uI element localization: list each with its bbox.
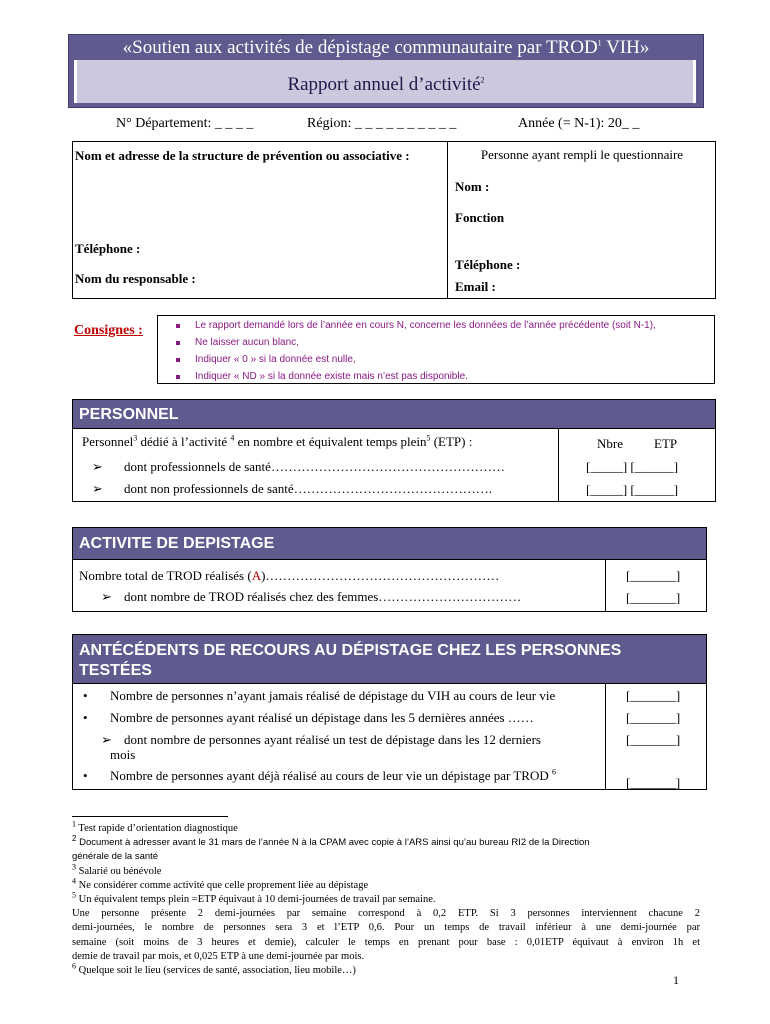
footnotes (72, 819, 700, 978)
bullet-icon: • (83, 688, 88, 703)
table-divider (558, 429, 559, 501)
bullet-icon (176, 358, 180, 362)
depiste-5-ans-row: Nombre de personnes ayant réalisé un dépistage dans les 5 dernières années …… (110, 710, 534, 725)
consigne-item: Indiquer « ND » si la donnée existe mais n’est pas disponible. (195, 371, 468, 382)
structure-info-box (72, 141, 716, 299)
total-trod-field[interactable]: [_______] (626, 568, 681, 583)
antecedents-section-header (72, 634, 707, 684)
antecedents-header-line1: ANTÉCÉDENTS DE RECOURS AU DÉPISTAGE CHEZ LES PERSONNES (79, 642, 622, 659)
total-trod-row: Nombre total de TROD réalisés (A)……………………………………………… (79, 568, 500, 583)
consignes-label: Consignes : (74, 323, 143, 338)
depistage-section-header (72, 527, 707, 560)
personnel-section-header (72, 399, 716, 429)
arrow-icon: ➢ (101, 589, 112, 604)
bullet-icon (176, 375, 180, 379)
document-title: «Soutien aux activités de dépistage communautaire par TROD$^1$ VIH» (122, 37, 650, 58)
antecedents-header-line2: TESTÉES (79, 662, 152, 679)
responsable-label[interactable]: Nom du responsable : (75, 271, 196, 286)
jamais-depiste-field[interactable]: [_______] (626, 688, 681, 703)
depiste-5-ans-field[interactable]: [_______] (626, 710, 681, 725)
depistage-header-text: ACTIVITE DE DEPISTAGE (79, 535, 275, 552)
non-professionnels-sante-row: dont non professionnels de santé………………………………………. (124, 481, 492, 496)
respondent-name-label[interactable]: Nom : (455, 179, 490, 194)
footnote-6: $^6$ Quelque soit le lieu (services de santé, association, lieu mobile…) (72, 961, 356, 977)
structure-telephone-label[interactable]: Téléphone : (75, 241, 141, 256)
depiste-12-mois-row: dont nombre de personnes ayant réalisé un test de dépistage dans les 12 derniers (124, 732, 541, 747)
trod-femmes-field[interactable]: [_______] (626, 590, 681, 605)
respondent-telephone-label[interactable]: Téléphone : (455, 257, 521, 272)
title-banner (68, 34, 704, 108)
page-number: 1 (673, 973, 679, 987)
depiste-12-mois-row-cont: mois (110, 747, 136, 762)
footnote-2-cont: générale de la santé (72, 851, 159, 863)
bullet-icon (176, 324, 180, 328)
footnote-5: $^5$ Un équivalent temps plein =ETP équivaut à 10 demi-journées de travail par semaine. (72, 890, 436, 906)
footnote-5-p3: semaine (soit moins de 3 heures et demie), calculer le temps en prenant pour base : 0,01ETP équivaut à environ 1h et (72, 936, 700, 948)
depiste-trod-row: Nombre de personnes ayant déjà réalisé au cours de leur vie un dépistage par TROD $^6$ (110, 767, 556, 783)
footnote-2: $^2$ Document à adresser avant le 31 mars de l’année N à la CPAM avec copie à l’ARS ainsi qu’au bureau RI2 de la Direction (72, 834, 590, 849)
column-divider (447, 142, 448, 298)
consigne-item: Ne laisser aucun blanc, (195, 337, 299, 348)
annee-field[interactable]: Année (= N-1): 20_ _ (518, 116, 640, 131)
consigne-item: Le rapport demandé lors de l’année en cours N, concerne les données de l’année précédente (soit N-1), (195, 320, 656, 331)
bullet-icon (176, 341, 180, 345)
professionnels-sante-fields[interactable]: [_____] [______] (586, 459, 679, 474)
structure-name-address-label[interactable]: Nom et adresse de la structure de prévention ou associative : (75, 148, 410, 163)
depiste-trod-field[interactable]: [_______] (626, 775, 681, 790)
footnote-5-p4: demie de travail par mois, et 0,025 ETP à une demi-journée par mois. (72, 950, 365, 962)
antecedents-table (72, 683, 707, 790)
footnote-4: $^4$ Ne considérer comme activité que celle proprement liée au dépistage (72, 876, 369, 891)
departement-field[interactable]: N° Département: _ _ _ _ (116, 116, 254, 131)
footnote-5-p1: Une personne présente 2 demi-journées par semaine correspond à 0,2 ETP. Si 3 personnes interviennent chacune 2 (72, 908, 700, 920)
arrow-icon: ➢ (92, 459, 103, 474)
footnote-separator (72, 816, 228, 817)
etp-column-header: ETP (654, 436, 678, 451)
respondent-title: Personne ayant rempli le questionnaire (480, 147, 684, 162)
non-professionnels-sante-fields[interactable]: [_____] [______] (586, 482, 679, 497)
jamais-depiste-row: Nombre de personnes n’ayant jamais réalisé de dépistage du VIH au cours de leur vie (110, 688, 556, 703)
footnote-5-p2: demi-journées, le nombre de personnes sera 3 et l’ETP 0,6. Pour un temps de travail inférieur à une demi-journée par (72, 922, 700, 934)
table-divider (605, 560, 606, 611)
personnel-intro: Personnel$^3$ dédié à l’activité $^4$ en nombre et équivalent temps plein$^5$ (ETP) : (82, 433, 473, 449)
table-divider (605, 684, 606, 789)
depiste-12-mois-field[interactable]: [_______] (626, 732, 681, 747)
respondent-email-label[interactable]: Email : (455, 279, 496, 294)
respondent-function-label[interactable]: Fonction (455, 210, 505, 225)
consignes-box (157, 315, 715, 384)
region-field[interactable]: Région: _ _ _ _ _ _ _ _ _ _ (307, 116, 457, 131)
depistage-table (72, 559, 707, 612)
nbre-column-header: Nbre (597, 436, 623, 451)
arrow-icon: ➢ (101, 732, 112, 747)
footnote-1: $^1$ Test rapide d’orientation diagnostique (72, 819, 238, 834)
personnel-table (72, 428, 716, 502)
personnel-header-text: PERSONNEL (79, 406, 179, 423)
bullet-icon: • (83, 710, 88, 725)
trod-femmes-row: dont nombre de TROD réalisés chez des femmes…………………………… (124, 589, 522, 604)
professionnels-sante-row: dont professionnels de santé……………………………………………… (124, 459, 505, 474)
document-subtitle: Rapport annuel d’activité$^2$ (287, 74, 485, 95)
bullet-icon: • (83, 768, 88, 783)
footnote-3: $^3$ Salarié ou bénévole (72, 862, 162, 877)
consigne-item: Indiquer « 0 » si la donnée est nulle, (195, 354, 356, 365)
arrow-icon: ➢ (92, 481, 103, 496)
